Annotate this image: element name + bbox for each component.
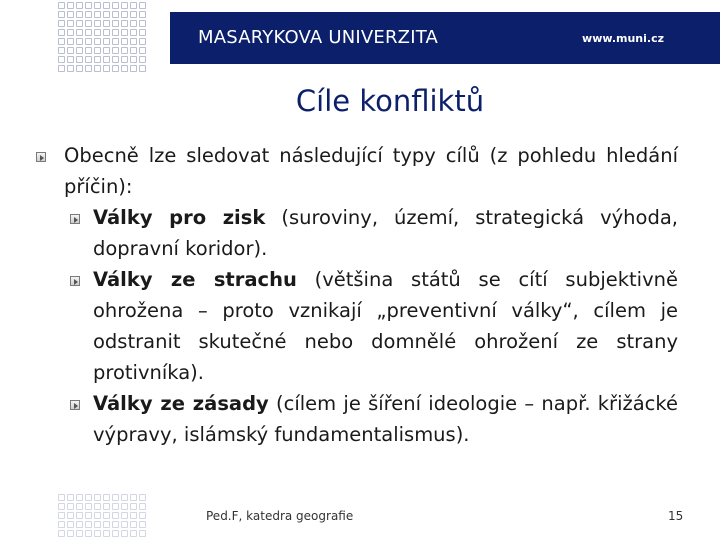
decorative-dot xyxy=(76,2,83,9)
decorative-dot xyxy=(112,20,119,27)
decorative-dot xyxy=(76,56,83,63)
decorative-dot xyxy=(121,521,128,528)
decorative-dot xyxy=(76,38,83,45)
decorative-dot xyxy=(121,530,128,537)
header xyxy=(0,0,720,78)
decorative-dot xyxy=(121,47,128,54)
decorative-dot xyxy=(94,65,101,72)
decorative-dot xyxy=(67,2,74,9)
decorative-dot xyxy=(94,494,101,501)
decorative-dot xyxy=(130,512,137,519)
bullet-icon xyxy=(36,152,46,162)
decorative-dot xyxy=(103,29,110,36)
decorative-dot xyxy=(76,29,83,36)
decorative-dot xyxy=(76,521,83,528)
decorative-dot xyxy=(130,20,137,27)
decorative-dot xyxy=(139,521,146,528)
decorative-dot xyxy=(76,20,83,27)
decorative-dot xyxy=(94,503,101,510)
decorative-dot xyxy=(121,512,128,519)
decorative-dot xyxy=(85,65,92,72)
decorative-dot xyxy=(139,512,146,519)
item-heading: Války pro zisk xyxy=(93,206,266,229)
decorative-dot xyxy=(67,38,74,45)
decorative-dot xyxy=(58,512,65,519)
decorative-dot xyxy=(94,512,101,519)
bullet-icon xyxy=(70,214,80,224)
decorative-dot xyxy=(103,512,110,519)
decorative-dot xyxy=(58,530,65,537)
decorative-dot xyxy=(94,56,101,63)
decorative-dot xyxy=(85,2,92,9)
decorative-dot xyxy=(67,20,74,27)
decorative-dot xyxy=(103,38,110,45)
decorative-dot xyxy=(67,530,74,537)
slide-title: Cíle konfliktů xyxy=(295,84,485,118)
item-text: (většina států se cítí subjektivně ohrožena – proto vznikají „preventivní války“, cílem je odstranit skutečné nebo domnělé ohrožení ze strany protivníka). xyxy=(93,268,678,384)
decorative-dot xyxy=(139,38,146,45)
decorative-dot xyxy=(58,503,65,510)
decorative-dot xyxy=(76,11,83,18)
decorative-dot xyxy=(67,503,74,510)
university-name: MASARYKOVA UNIVERZITA xyxy=(198,27,439,48)
item-heading: Války ze zásady xyxy=(93,392,269,415)
decorative-dot xyxy=(76,530,83,537)
decorative-dot xyxy=(139,65,146,72)
decorative-dot xyxy=(139,2,146,9)
decorative-dot xyxy=(139,47,146,54)
decorative-dot xyxy=(58,20,65,27)
sub-bullet-item xyxy=(30,202,678,264)
decorative-dot xyxy=(130,56,137,63)
decorative-dot xyxy=(76,65,83,72)
decorative-dot xyxy=(112,494,119,501)
bullet-icon xyxy=(70,276,80,286)
decorative-dot xyxy=(58,29,65,36)
decorative-dot xyxy=(139,530,146,537)
decorative-dot xyxy=(67,56,74,63)
decorative-dot xyxy=(121,20,128,27)
decorative-dot xyxy=(67,65,74,72)
decorative-dot xyxy=(112,65,119,72)
decorative-dot xyxy=(103,2,110,9)
decorative-dot xyxy=(76,47,83,54)
decorative-dot xyxy=(121,11,128,18)
decorative-dot xyxy=(76,512,83,519)
decorative-dot xyxy=(130,29,137,36)
intro-text: Obecně lze sledovat následující typy cílů (z pohledu hledání příčin): xyxy=(64,144,678,198)
decorative-dot xyxy=(112,503,119,510)
decorative-dot xyxy=(94,11,101,18)
decorative-dot xyxy=(58,65,65,72)
decorative-dot xyxy=(103,47,110,54)
decorative-dot xyxy=(76,494,83,501)
decorative-dot xyxy=(130,503,137,510)
decorative-dot xyxy=(112,530,119,537)
decorative-dot xyxy=(85,47,92,54)
bullet-item xyxy=(30,140,678,202)
decorative-dot xyxy=(130,494,137,501)
decorative-dot xyxy=(103,503,110,510)
decorative-dot xyxy=(112,521,119,528)
decorative-dot xyxy=(85,11,92,18)
item-heading: Války ze strachu xyxy=(93,268,297,291)
decorative-dot xyxy=(121,29,128,36)
decorative-dot xyxy=(112,2,119,9)
decorative-dot xyxy=(112,38,119,45)
decorative-dot xyxy=(103,20,110,27)
decorative-dot xyxy=(112,47,119,54)
decorative-dot xyxy=(130,530,137,537)
page-number: 15 xyxy=(668,509,684,523)
decorative-dot xyxy=(67,11,74,18)
slide-content xyxy=(30,140,678,450)
decorative-dot xyxy=(103,56,110,63)
decorative-dot xyxy=(58,38,65,45)
decorative-dot xyxy=(94,2,101,9)
decorative-dot xyxy=(121,38,128,45)
decorative-dot xyxy=(58,2,65,9)
decorative-dot xyxy=(130,47,137,54)
decorative-dot xyxy=(94,521,101,528)
sub-bullet-item xyxy=(30,388,678,450)
item-text: (suroviny, území, strategická výhoda, dopravní koridor). xyxy=(93,206,678,260)
decorative-dot xyxy=(85,503,92,510)
decorative-dot xyxy=(139,29,146,36)
decorative-dot xyxy=(112,29,119,36)
decorative-dot xyxy=(121,65,128,72)
decorative-dot xyxy=(103,494,110,501)
decorative-dot xyxy=(103,11,110,18)
decorative-dot xyxy=(85,29,92,36)
decorative-dot xyxy=(94,20,101,27)
decorative-dot xyxy=(58,494,65,501)
decorative-dot xyxy=(85,530,92,537)
decorative-dot-grid xyxy=(58,494,148,539)
decorative-dot xyxy=(67,521,74,528)
decorative-dot xyxy=(94,38,101,45)
sub-bullet-item xyxy=(30,264,678,388)
decorative-dot xyxy=(85,20,92,27)
decorative-dot xyxy=(76,503,83,510)
decorative-dot xyxy=(139,11,146,18)
decorative-dot xyxy=(130,521,137,528)
decorative-dot xyxy=(130,38,137,45)
decorative-dot-grid xyxy=(58,2,148,74)
bullet-icon xyxy=(70,400,80,410)
decorative-dot xyxy=(94,47,101,54)
decorative-dot xyxy=(58,47,65,54)
decorative-dot xyxy=(130,2,137,9)
decorative-dot xyxy=(121,2,128,9)
decorative-dot xyxy=(112,56,119,63)
decorative-dot xyxy=(112,11,119,18)
decorative-dot xyxy=(139,56,146,63)
decorative-dot xyxy=(67,29,74,36)
decorative-dot xyxy=(67,494,74,501)
decorative-dot xyxy=(94,29,101,36)
decorative-dot xyxy=(67,47,74,54)
decorative-dot xyxy=(94,530,101,537)
decorative-dot xyxy=(58,56,65,63)
decorative-dot xyxy=(85,38,92,45)
decorative-dot xyxy=(85,512,92,519)
decorative-dot xyxy=(121,494,128,501)
decorative-dot xyxy=(103,521,110,528)
decorative-dot xyxy=(139,503,146,510)
decorative-dot xyxy=(85,494,92,501)
decorative-dot xyxy=(121,56,128,63)
decorative-dot xyxy=(121,503,128,510)
decorative-dot xyxy=(67,512,74,519)
decorative-dot xyxy=(103,530,110,537)
decorative-dot xyxy=(112,512,119,519)
item-text: (cílem je šíření ideologie – např. křižácké výpravy, islámský fundamentalismus). xyxy=(93,392,678,446)
decorative-dot xyxy=(58,11,65,18)
footer-text: Ped.F, katedra geografie xyxy=(206,509,354,523)
university-url: www.muni.cz xyxy=(582,32,664,45)
decorative-dot xyxy=(85,56,92,63)
decorative-dot xyxy=(58,521,65,528)
decorative-dot xyxy=(103,65,110,72)
decorative-dot xyxy=(139,494,146,501)
decorative-dot xyxy=(130,11,137,18)
decorative-dot xyxy=(85,521,92,528)
decorative-dot xyxy=(130,65,137,72)
decorative-dot xyxy=(139,20,146,27)
